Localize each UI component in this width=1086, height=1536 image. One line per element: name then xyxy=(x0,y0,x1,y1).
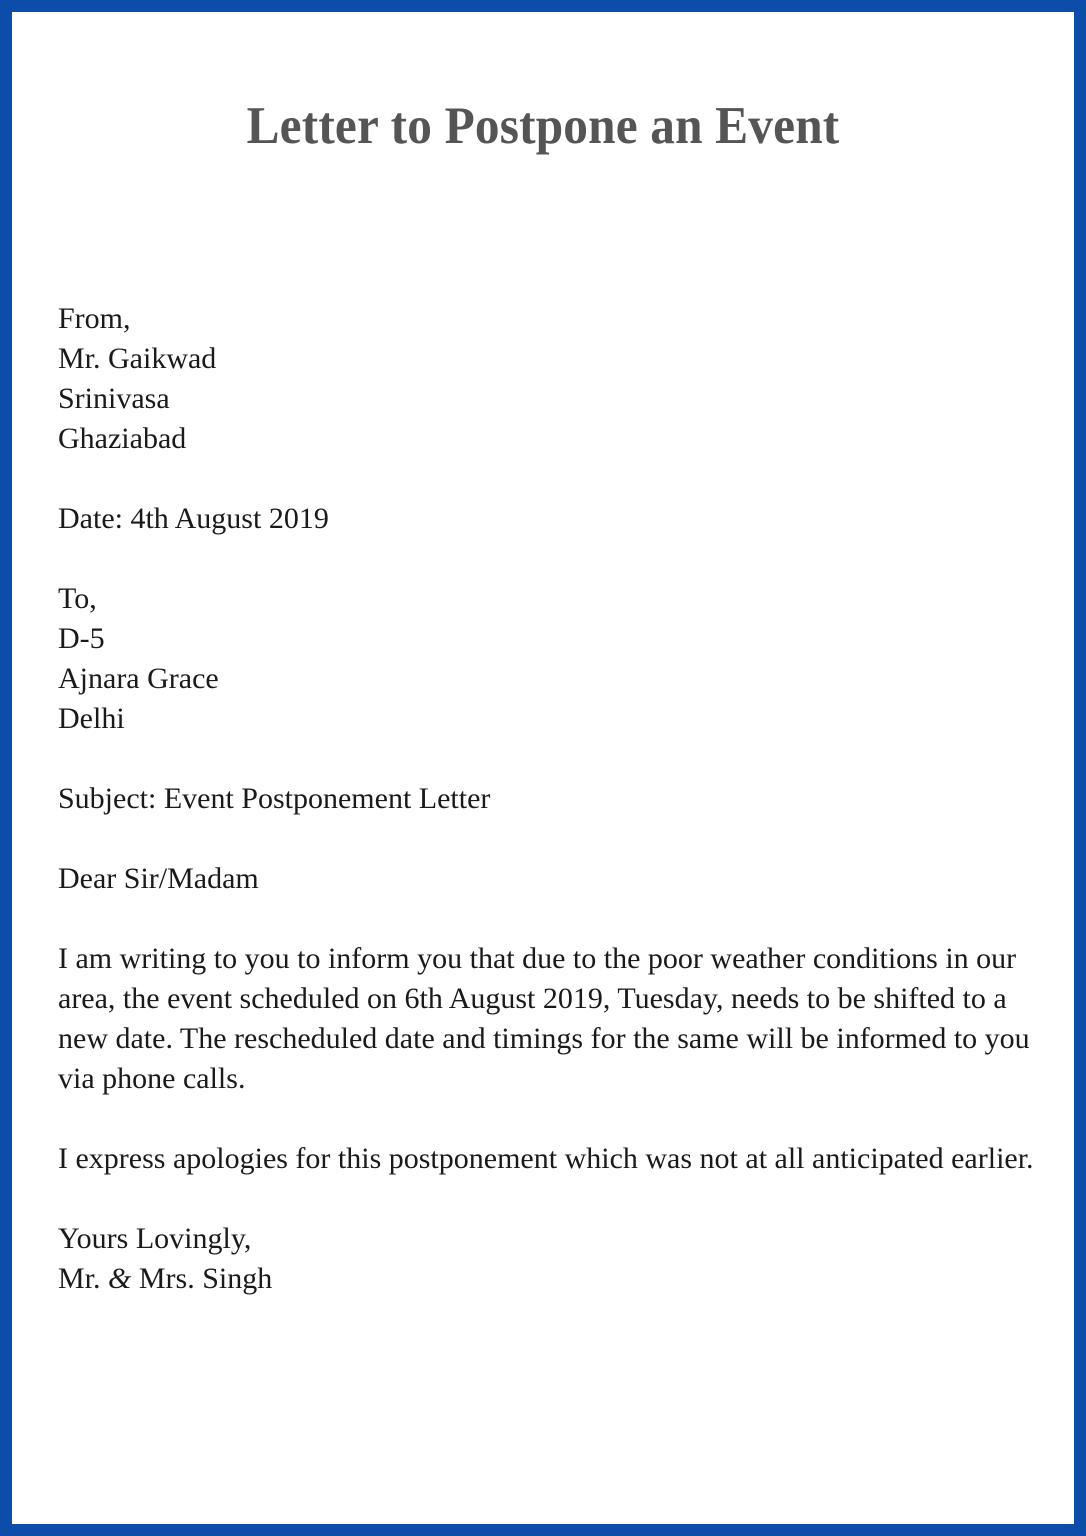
sender-name: Mr. Gaikwad xyxy=(58,342,217,376)
salutation-block xyxy=(58,859,1040,899)
recipient-building: Ajnara Grace xyxy=(58,662,219,696)
letter-date: Date: 4th August 2019 xyxy=(58,502,329,536)
body-paragraph-1: I am writing to you to inform you that due to the poor weather conditions in our area, the event scheduled on 6th August 2019, Tuesday, needs to be shifted to a new date. The rescheduled date and timings for the same will be informed to you via phone calls. xyxy=(58,942,1030,1096)
body-paragraph-2-block xyxy=(58,1139,1040,1179)
body-paragraph-1-block xyxy=(58,939,1040,1099)
closing-block xyxy=(58,1219,1040,1299)
sender-city: Ghaziabad xyxy=(58,422,187,456)
valediction: Yours Lovingly, xyxy=(58,1222,252,1256)
subject-block xyxy=(58,779,1040,819)
subject-line: Subject: Event Postponement Letter xyxy=(58,782,491,816)
date-block xyxy=(58,499,1040,539)
salutation-line: Dear Sir/Madam xyxy=(58,862,259,896)
recipient-unit: D-5 xyxy=(58,622,105,656)
letter-content-area xyxy=(12,12,1074,1524)
signature-prefix: Mr. xyxy=(58,1262,109,1296)
recipient-block xyxy=(58,579,1040,739)
signature-line xyxy=(58,1259,1040,1299)
letter-body xyxy=(12,155,1074,1299)
sender-label: From, xyxy=(58,302,131,336)
signature-ampersand: & xyxy=(108,1262,132,1296)
recipient-city: Delhi xyxy=(58,702,125,736)
sender-block xyxy=(58,299,1040,459)
page-title: Letter to Postpone an Event xyxy=(246,97,840,155)
signature-suffix: Mrs. Singh xyxy=(131,1262,273,1296)
recipient-label: To, xyxy=(58,582,97,616)
body-paragraph-2: I express apologies for this postponement which was not at all anticipated earlier. xyxy=(58,1142,1034,1176)
sender-address-line: Srinivasa xyxy=(58,382,170,416)
